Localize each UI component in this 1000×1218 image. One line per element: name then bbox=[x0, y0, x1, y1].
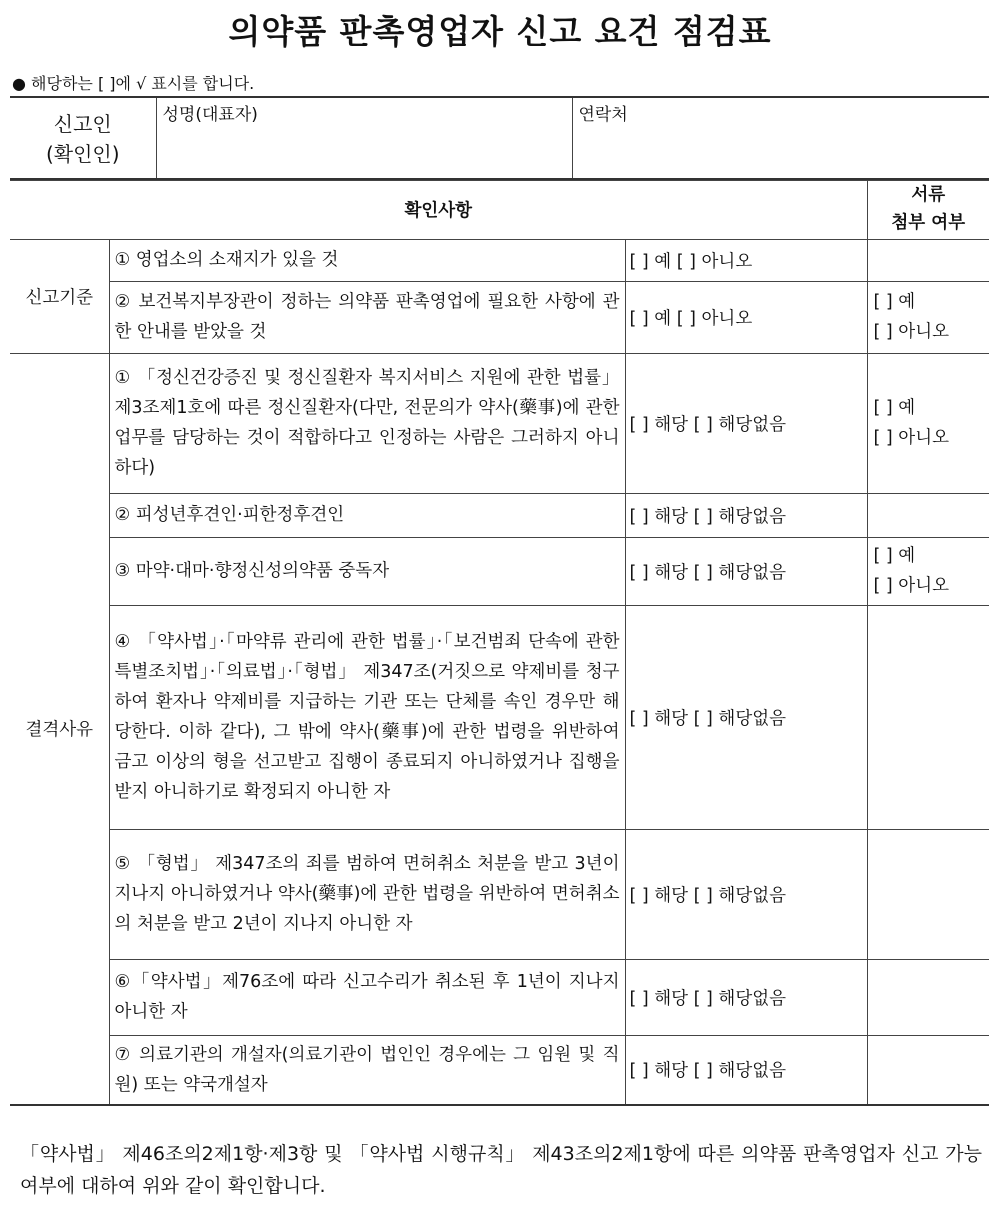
reporter-label-line1: 신고인 bbox=[53, 112, 112, 136]
disqual-1-attach[interactable] bbox=[867, 353, 989, 493]
category-criteria: 신고기준 bbox=[10, 239, 109, 353]
attach-yes-checkbox[interactable]: [ ] 예 bbox=[873, 546, 916, 566]
contact-label: 연락처 bbox=[578, 105, 628, 125]
disqual-7-attach bbox=[867, 1035, 989, 1105]
disqual-item-4: ④ 「약사법」·「마약류 관리에 관한 법률」·「보건범죄 단속에 관한 특별조치법」·「의료법」·「형법」 제347조(거짓으로 약제비를 청구하여 환자나 약제비를 지급하는 기관 또는 단체를 속인 경우만 해당한다. 이하 같다), 그 밖에 약사(藥事)에 관한 법령을 위반하여 금고 이상의 형을 선고받고 집행이 종료되지 아니하였거나 집행을 받지 아니하기로 확정되지 아니한 자 bbox=[109, 605, 625, 829]
criteria-1-attach bbox=[867, 239, 989, 281]
criteria-2-attach[interactable] bbox=[867, 281, 989, 353]
disqual-6-attach bbox=[867, 959, 989, 1035]
header-attach-line1: 서류 bbox=[911, 185, 946, 206]
reporter-label bbox=[10, 97, 156, 181]
attach-no-checkbox[interactable]: [ ] 아니오 bbox=[873, 576, 950, 596]
disqual-4-attach bbox=[867, 605, 989, 829]
instruction-note: ● 해당하는 [ ]에 √ 표시를 합니다. bbox=[12, 74, 255, 93]
criteria-item-1: ① 영업소의 소재지가 있을 것 bbox=[109, 239, 625, 281]
attach-yes-checkbox[interactable]: [ ] 예 bbox=[873, 398, 916, 418]
disqual-5-applicable[interactable]: [ ] 해당 [ ] 해당없음 bbox=[625, 829, 867, 959]
disqual-6-applicable[interactable]: [ ] 해당 [ ] 해당없음 bbox=[625, 959, 867, 1035]
disqual-3-attach[interactable] bbox=[867, 537, 989, 605]
checklist-table bbox=[10, 178, 989, 1106]
disqual-item-6: ⑥「약사법」제76조에 따라 신고수리가 취소된 후 1년이 지나지 아니한 자 bbox=[109, 959, 625, 1035]
category-disqualification: 결격사유 bbox=[10, 353, 109, 1105]
contact-field[interactable] bbox=[572, 97, 989, 181]
name-field[interactable] bbox=[156, 97, 572, 181]
header-attach-line2: 첨부 여부 bbox=[891, 213, 966, 234]
page-title: 의약품 판촉영업자 신고 요건 점검표 bbox=[228, 12, 772, 51]
criteria-1-yes-no[interactable]: [ ] 예 [ ] 아니오 bbox=[625, 239, 867, 281]
disqual-2-applicable[interactable]: [ ] 해당 [ ] 해당없음 bbox=[625, 493, 867, 537]
criteria-item-2: ② 보건복지부장관이 정하는 의약품 판촉영업에 필요한 사항에 관한 안내를 받았을 것 bbox=[109, 281, 625, 353]
attach-yes-checkbox[interactable]: [ ] 예 bbox=[873, 292, 916, 312]
disqual-1-applicable[interactable]: [ ] 해당 [ ] 해당없음 bbox=[625, 353, 867, 493]
reporter-table bbox=[10, 96, 989, 181]
attach-no-checkbox[interactable]: [ ] 아니오 bbox=[873, 322, 950, 342]
criteria-2-yes-no[interactable]: [ ] 예 [ ] 아니오 bbox=[625, 281, 867, 353]
disqual-item-7: ⑦ 의료기관의 개설자(의료기관이 법인인 경우에는 그 임원 및 직원) 또는 약국개설자 bbox=[109, 1035, 625, 1105]
header-attach bbox=[867, 179, 989, 239]
disqual-5-attach bbox=[867, 829, 989, 959]
attach-no-checkbox[interactable]: [ ] 아니오 bbox=[873, 428, 950, 448]
confirmation-statement: 「약사법」 제46조의2제1항·제3항 및 「약사법 시행규칙」 제43조의2제1항에 따른 의약품 판촉영업자 신고 가능 여부에 대하여 위와 같이 확인합니다. bbox=[20, 1143, 982, 1197]
disqual-item-1: ① 「정신건강증진 및 정신질환자 복지서비스 지원에 관한 법률」 제3조제1호에 따른 정신질환자(다만, 전문의가 약사(藥事)에 관한 업무를 담당하는 것이 적합하다고 인정하는 사람은 그러하지 아니하다) bbox=[109, 353, 625, 493]
disqual-item-5: ⑤ 「형법」 제347조의 죄를 범하여 면허취소 처분을 받고 3년이 지나지 아니하였거나 약사(藥事)에 관한 법령을 위반하여 면허취소의 처분을 받고 2년이 지나지 아니한 자 bbox=[109, 829, 625, 959]
disqual-2-attach bbox=[867, 493, 989, 537]
disqual-4-applicable[interactable]: [ ] 해당 [ ] 해당없음 bbox=[625, 605, 867, 829]
header-check: 확인사항 bbox=[10, 179, 867, 239]
disqual-3-applicable[interactable]: [ ] 해당 [ ] 해당없음 bbox=[625, 537, 867, 605]
disqual-item-2: ② 피성년후견인·피한정후견인 bbox=[109, 493, 625, 537]
disqual-item-3: ③ 마약·대마·향정신성의약품 중독자 bbox=[109, 537, 625, 605]
disqual-7-applicable[interactable]: [ ] 해당 [ ] 해당없음 bbox=[625, 1035, 867, 1105]
reporter-label-line2: (확인인) bbox=[45, 142, 120, 166]
name-label: 성명(대표자) bbox=[162, 105, 258, 125]
